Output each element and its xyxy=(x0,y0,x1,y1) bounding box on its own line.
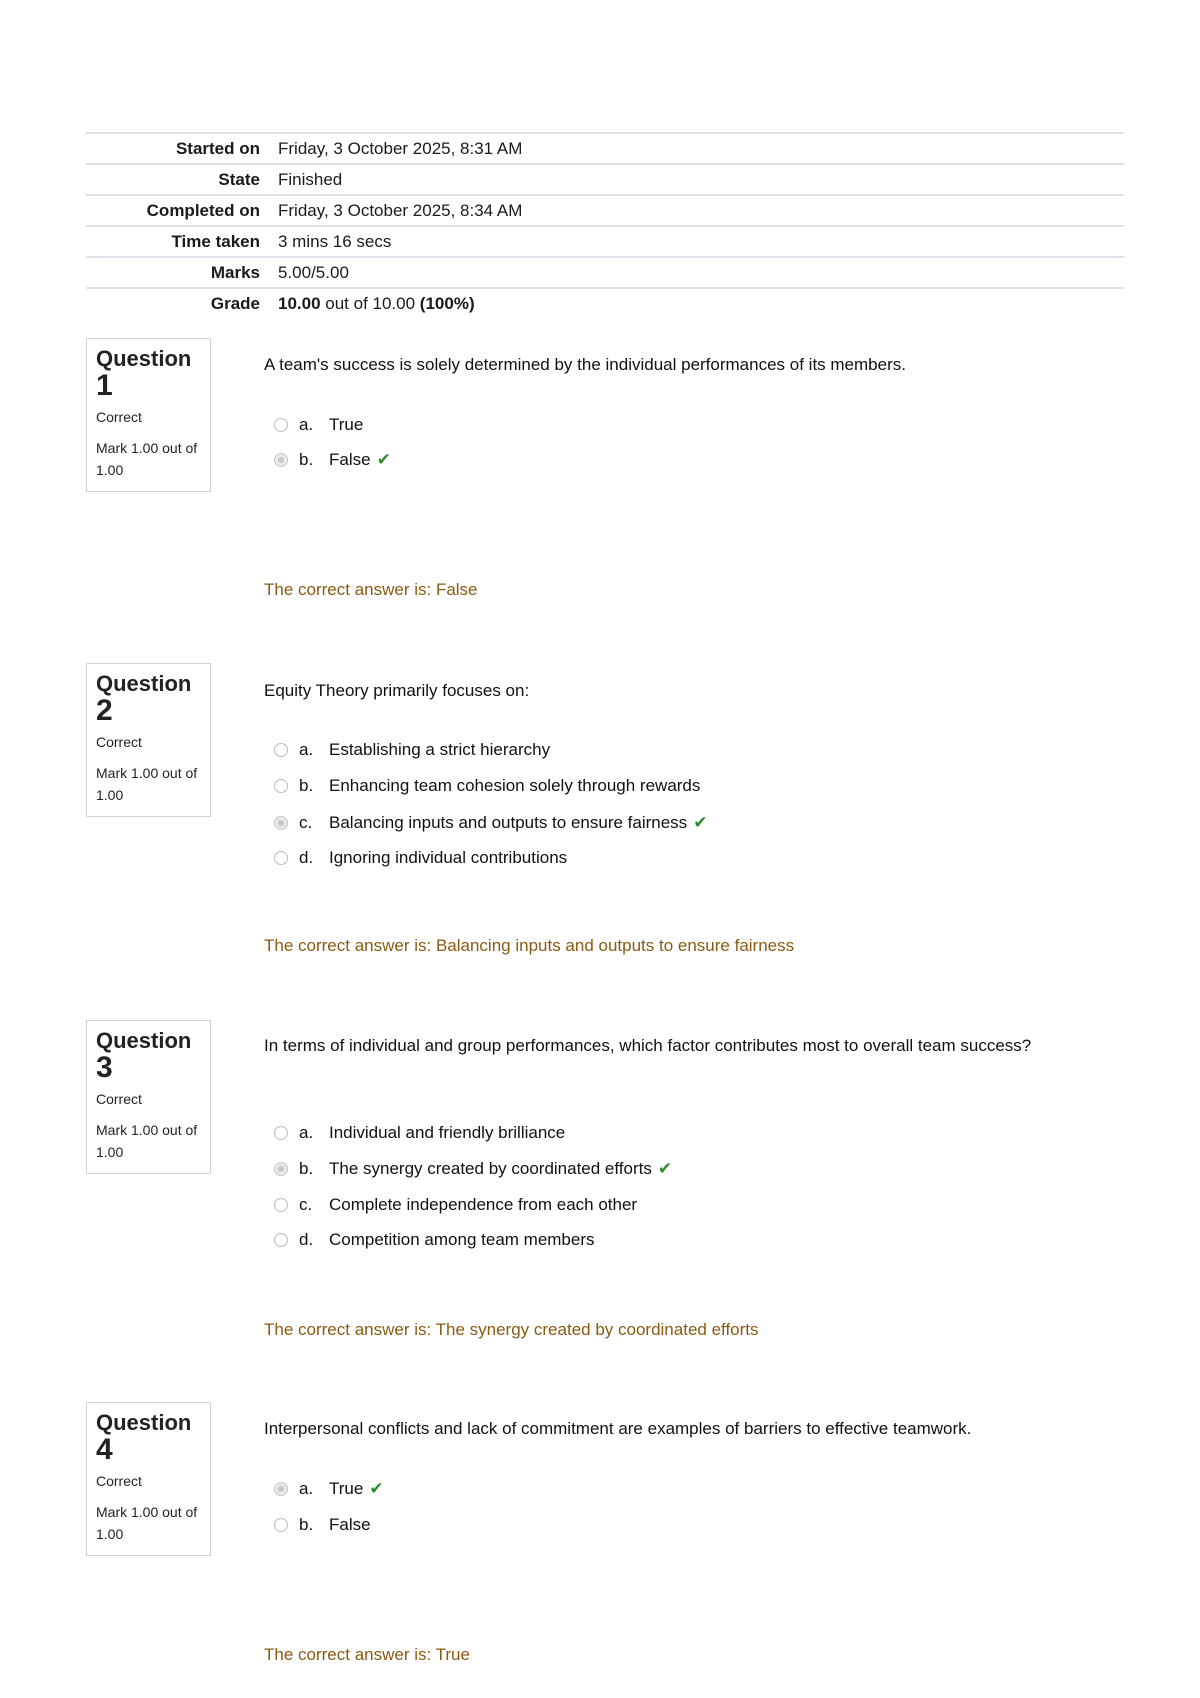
correct-answer-feedback: The correct answer is: The synergy created by coordinated efforts xyxy=(264,1320,759,1339)
question-mark: Mark 1.00 out of 1.00 xyxy=(96,765,198,803)
grade-score: 10.00 xyxy=(278,293,321,313)
checkmark-icon: ✔ xyxy=(657,1159,673,1178)
option-text: The synergy created by coordinated efforts xyxy=(329,1159,652,1178)
question-state: Correct xyxy=(96,1473,142,1489)
question-info-box xyxy=(86,1402,211,1556)
summary-value: 5.00/5.00 xyxy=(278,257,1124,288)
grade-middle: out of 10.00 xyxy=(320,293,420,313)
option-letter: a. xyxy=(299,415,314,434)
answer-option[interactable] xyxy=(274,1227,595,1253)
answer-option[interactable] xyxy=(274,1192,637,1218)
option-letter: a. xyxy=(299,1123,314,1142)
radio-button[interactable] xyxy=(274,743,288,757)
answer-option[interactable] xyxy=(274,412,363,438)
question-state: Correct xyxy=(96,409,142,425)
summary-key: Completed on xyxy=(86,195,278,226)
answer-option[interactable] xyxy=(274,447,391,473)
question-number: 2 xyxy=(96,694,113,727)
radio-button-selected[interactable] xyxy=(274,1162,288,1176)
radio-button[interactable] xyxy=(274,1233,288,1247)
answer-option[interactable] xyxy=(274,810,707,836)
question-text: In terms of individual and group performances, which factor contributes most to overall team success? xyxy=(264,1036,1032,1055)
option-text: Ignoring individual contributions xyxy=(329,848,568,867)
option-letter: a. xyxy=(299,1479,314,1498)
radio-button[interactable] xyxy=(274,1198,288,1212)
question-label: Question xyxy=(96,346,192,371)
option-text: Individual and friendly brilliance xyxy=(329,1123,566,1142)
option-letter: c. xyxy=(299,813,313,832)
answer-option[interactable] xyxy=(274,845,567,871)
question-label: Question xyxy=(96,1028,192,1053)
summary-value: Finished xyxy=(278,164,1124,195)
summary-value: 3 mins 16 secs xyxy=(278,226,1124,257)
checkmark-icon: ✔ xyxy=(369,1479,384,1498)
summary-row xyxy=(86,257,1124,288)
question-number: 3 xyxy=(96,1051,113,1084)
question-mark: Mark 1.00 out of 1.00 xyxy=(96,1504,198,1542)
option-letter: c. xyxy=(299,1195,313,1214)
answer-option[interactable] xyxy=(274,773,700,799)
summary-row xyxy=(86,226,1124,257)
answer-option[interactable] xyxy=(274,1156,672,1182)
question-info-box xyxy=(86,338,211,492)
correct-answer-feedback: The correct answer is: False xyxy=(264,580,478,599)
question-text: Equity Theory primarily focuses on: xyxy=(264,681,530,700)
answer-option[interactable] xyxy=(274,1512,371,1538)
option-text: False xyxy=(329,450,371,469)
radio-button-selected[interactable] xyxy=(274,453,288,467)
attempt-summary-table xyxy=(86,132,1124,318)
grade-value xyxy=(278,288,1124,318)
option-letter: d. xyxy=(299,1230,314,1249)
summary-row xyxy=(86,133,1124,164)
option-text: Establishing a strict hierarchy xyxy=(329,740,551,759)
summary-value: Friday, 3 October 2025, 8:31 AM xyxy=(278,133,1124,164)
question-mark: Mark 1.00 out of 1.00 xyxy=(96,1122,198,1160)
summary-row-grade xyxy=(86,288,1124,318)
question-number: 1 xyxy=(96,369,113,402)
radio-button[interactable] xyxy=(274,418,288,432)
option-letter: b. xyxy=(299,776,314,795)
grade-percent: (100%) xyxy=(419,293,475,313)
summary-key: Time taken xyxy=(86,226,278,257)
question-info-box xyxy=(86,1020,211,1174)
summary-row xyxy=(86,164,1124,195)
radio-button-selected[interactable] xyxy=(274,816,288,830)
question-mark: Mark 1.00 out of 1.00 xyxy=(96,440,198,478)
question-state: Correct xyxy=(96,734,142,750)
summary-row xyxy=(86,195,1124,226)
option-text: Complete independence from each other xyxy=(329,1195,638,1214)
question-label: Question xyxy=(96,1410,192,1435)
radio-button[interactable] xyxy=(274,851,288,865)
radio-button[interactable] xyxy=(274,1126,288,1140)
option-text: False xyxy=(329,1515,371,1534)
option-text: Competition among team members xyxy=(329,1230,595,1249)
radio-button[interactable] xyxy=(274,1518,288,1532)
correct-answer-feedback: The correct answer is: True xyxy=(264,1645,470,1664)
question-text: Interpersonal conflicts and lack of commitment are examples of barriers to effective teamwork. xyxy=(264,1419,972,1438)
checkmark-icon: ✔ xyxy=(376,450,391,469)
radio-button[interactable] xyxy=(274,779,288,793)
question-label: Question xyxy=(96,671,192,696)
question-info-box xyxy=(86,663,211,817)
checkmark-icon: ✔ xyxy=(693,813,708,832)
answer-option[interactable] xyxy=(274,1476,384,1502)
option-text: Balancing inputs and outputs to ensure fairness xyxy=(329,813,688,832)
summary-key: Started on xyxy=(86,133,278,164)
option-letter: a. xyxy=(299,740,314,759)
question-number: 4 xyxy=(96,1433,113,1466)
option-text: True xyxy=(329,415,364,434)
option-letter: b. xyxy=(299,1159,314,1178)
option-text: True xyxy=(329,1479,364,1498)
question-state: Correct xyxy=(96,1091,142,1107)
answer-option[interactable] xyxy=(274,737,550,763)
radio-button-selected[interactable] xyxy=(274,1482,288,1496)
summary-key: Marks xyxy=(86,257,278,288)
summary-value: Friday, 3 October 2025, 8:34 AM xyxy=(278,195,1124,226)
correct-answer-feedback: The correct answer is: Balancing inputs and outputs to ensure fairness xyxy=(264,936,795,955)
option-text: Enhancing team cohesion solely through rewards xyxy=(329,776,701,795)
option-letter: d. xyxy=(299,848,314,867)
option-letter: b. xyxy=(299,1515,314,1534)
question-text: A team's success is solely determined by the individual performances of its members. xyxy=(264,355,906,374)
option-letter: b. xyxy=(299,450,314,469)
summary-key: Grade xyxy=(86,288,278,318)
summary-key: State xyxy=(86,164,278,195)
answer-option[interactable] xyxy=(274,1120,565,1146)
